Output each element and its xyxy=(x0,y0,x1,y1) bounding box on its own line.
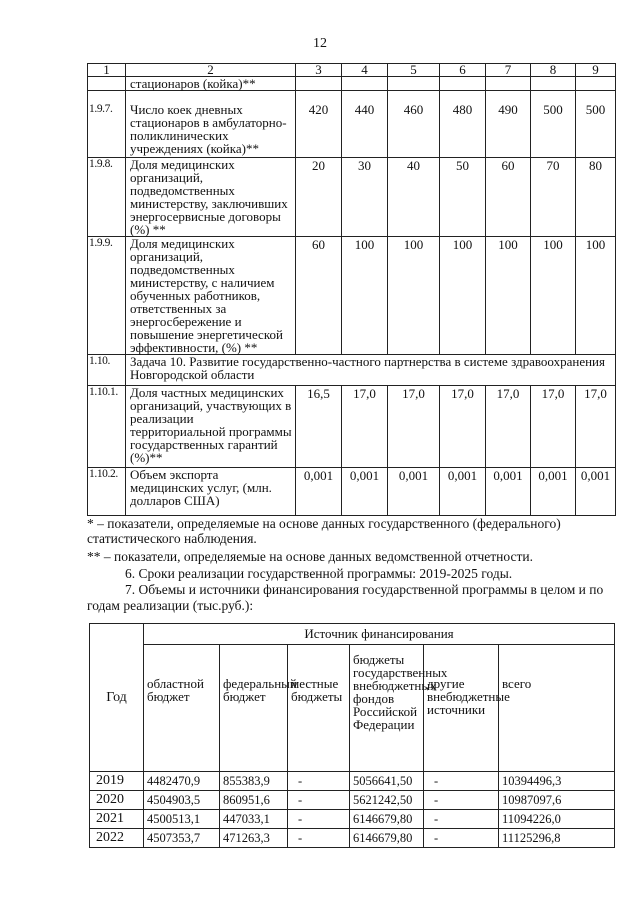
column-extrabudgetary-funds: бюджеты государственных внебюджетных фондов Российской Федерации xyxy=(350,645,424,772)
table-row xyxy=(90,791,615,810)
value-cell: 11125296,8 xyxy=(499,829,615,848)
table-row xyxy=(88,77,616,91)
value-cell: 100 xyxy=(486,237,531,355)
column-total: всего xyxy=(499,645,615,772)
value-cell: 0,001 xyxy=(440,468,486,516)
column-local-budgets: местные бюджеты xyxy=(288,645,350,772)
value-cell: 20 xyxy=(296,158,342,237)
value-cell: 440 xyxy=(342,91,388,158)
value-cell: 11094226,0 xyxy=(499,810,615,829)
value-cell: 17,0 xyxy=(342,386,388,468)
column-number: 1 xyxy=(88,64,126,77)
row-number: 1.10.2. xyxy=(88,468,126,516)
paragraph-funding: 7. Объемы и источники финансирования государственной программы в целом и по годам реализации (тыс.руб.): xyxy=(87,582,604,613)
column-federal-budget: федеральный бюджет xyxy=(220,645,288,772)
indicators-table xyxy=(87,63,616,516)
table-row xyxy=(88,91,616,158)
table-row xyxy=(88,386,616,468)
value-cell: 40 xyxy=(388,158,440,237)
column-number: 9 xyxy=(576,64,616,77)
row-number: 1.10. xyxy=(88,355,126,386)
table-row xyxy=(90,810,615,829)
task-row xyxy=(88,355,616,386)
indicator-text: Доля частных медицинских организаций, участвующих в реализации территориальной программы государственных гарантий (%)** xyxy=(126,386,296,468)
value-cell: 70 xyxy=(531,158,576,237)
value-cell: 100 xyxy=(342,237,388,355)
value-cell: 0,001 xyxy=(388,468,440,516)
row-number: 1.9.9. xyxy=(88,237,126,355)
value-cell: 5056641,50 xyxy=(350,772,424,791)
value-cell: 100 xyxy=(531,237,576,355)
value-cell: 4507353,7 xyxy=(144,829,220,848)
value-cell: - xyxy=(424,791,499,810)
value-cell: 17,0 xyxy=(576,386,616,468)
column-number: 3 xyxy=(296,64,342,77)
value-cell: 30 xyxy=(342,158,388,237)
table-row xyxy=(90,772,615,791)
value-cell: - xyxy=(288,772,350,791)
indicator-text: стационаров (койка)** xyxy=(126,77,296,91)
value-cell: 500 xyxy=(531,91,576,158)
value-cell: 0,001 xyxy=(296,468,342,516)
value-cell: 471263,3 xyxy=(220,829,288,848)
column-number: 2 xyxy=(126,64,296,77)
value-cell: 100 xyxy=(440,237,486,355)
column-number: 4 xyxy=(342,64,388,77)
year-cell: 2020 xyxy=(90,791,144,810)
value-cell: 460 xyxy=(388,91,440,158)
row-number: 1.10.1. xyxy=(88,386,126,468)
value-cell: 17,0 xyxy=(486,386,531,468)
page-number: 12 xyxy=(313,36,327,51)
footnote-federal: * – показатели, определяемые на основе данных государственного (федерального) статистического наблюдения. xyxy=(87,516,561,546)
value-cell: 490 xyxy=(486,91,531,158)
column-number: 5 xyxy=(388,64,440,77)
value-cell: 480 xyxy=(440,91,486,158)
column-number: 6 xyxy=(440,64,486,77)
year-cell: 2021 xyxy=(90,810,144,829)
value-cell: 10394496,3 xyxy=(499,772,615,791)
indicator-text: Доля медицинских организаций, подведомственных министерству, заключивших энергосервисные договоры (%) ** xyxy=(126,158,296,237)
value-cell: 4504903,5 xyxy=(144,791,220,810)
year-cell: 2019 xyxy=(90,772,144,791)
table-row xyxy=(88,468,616,516)
table-row xyxy=(88,237,616,355)
value-cell: - xyxy=(288,810,350,829)
value-cell: 420 xyxy=(296,91,342,158)
value-cell: - xyxy=(288,829,350,848)
indicator-text: Объем экспорта медицинских услуг, (млн. долларов США) xyxy=(126,468,296,516)
table-row xyxy=(90,829,615,848)
indicator-text: Доля медицинских организаций, подведомственных министерству, с наличием обученных работников, ответственных за энергосбережение и повышение энергетической эффективности, (%) ** xyxy=(126,237,296,355)
value-cell: 60 xyxy=(296,237,342,355)
year-cell: 2022 xyxy=(90,829,144,848)
value-cell: 17,0 xyxy=(531,386,576,468)
value-cell: 0,001 xyxy=(576,468,616,516)
year-header: Год xyxy=(90,624,144,772)
column-regional-budget: областной бюджет xyxy=(144,645,220,772)
value-cell: 4500513,1 xyxy=(144,810,220,829)
funding-table xyxy=(89,623,615,848)
value-cell: 100 xyxy=(576,237,616,355)
value-cell: 100 xyxy=(388,237,440,355)
value-cell: 0,001 xyxy=(531,468,576,516)
value-cell: 0,001 xyxy=(486,468,531,516)
column-other-sources: другие внебюджетные источники xyxy=(424,645,499,772)
value-cell: 4482470,9 xyxy=(144,772,220,791)
column-number: 8 xyxy=(531,64,576,77)
value-cell: 447033,1 xyxy=(220,810,288,829)
task-title: Задача 10. Развитие государственно-частного партнерства в системе здравоохранения Новгородской области xyxy=(126,355,616,386)
value-cell: 10987097,6 xyxy=(499,791,615,810)
funding-header-row xyxy=(90,624,615,645)
value-cell: 50 xyxy=(440,158,486,237)
value-cell: 60 xyxy=(486,158,531,237)
value-cell: 17,0 xyxy=(388,386,440,468)
table-row xyxy=(88,158,616,237)
column-number: 7 xyxy=(486,64,531,77)
footnote-departmental: ** – показатели, определяемые на основе данных ведомственной отчетности. xyxy=(87,549,533,564)
paragraph-terms: 6. Сроки реализации государственной программы: 2019-2025 годы. xyxy=(125,566,513,581)
funding-columns-row xyxy=(90,645,615,772)
value-cell: - xyxy=(424,810,499,829)
table-header-row xyxy=(88,64,616,77)
source-header: Источник финансирования xyxy=(144,624,615,645)
value-cell: 6146679,80 xyxy=(350,829,424,848)
value-cell: - xyxy=(288,791,350,810)
value-cell: 855383,9 xyxy=(220,772,288,791)
value-cell: - xyxy=(424,829,499,848)
value-cell: 16,5 xyxy=(296,386,342,468)
value-cell: 17,0 xyxy=(440,386,486,468)
value-cell: 0,001 xyxy=(342,468,388,516)
row-number: 1.9.8. xyxy=(88,158,126,237)
value-cell: 6146679,80 xyxy=(350,810,424,829)
row-number: 1.9.7. xyxy=(88,91,126,158)
value-cell: - xyxy=(424,772,499,791)
value-cell: 80 xyxy=(576,158,616,237)
indicator-text: Число коек дневных стационаров в амбулаторно-поликлинических учреждениях (койка)** xyxy=(126,91,296,158)
value-cell: 5621242,50 xyxy=(350,791,424,810)
value-cell: 500 xyxy=(576,91,616,158)
value-cell: 860951,6 xyxy=(220,791,288,810)
